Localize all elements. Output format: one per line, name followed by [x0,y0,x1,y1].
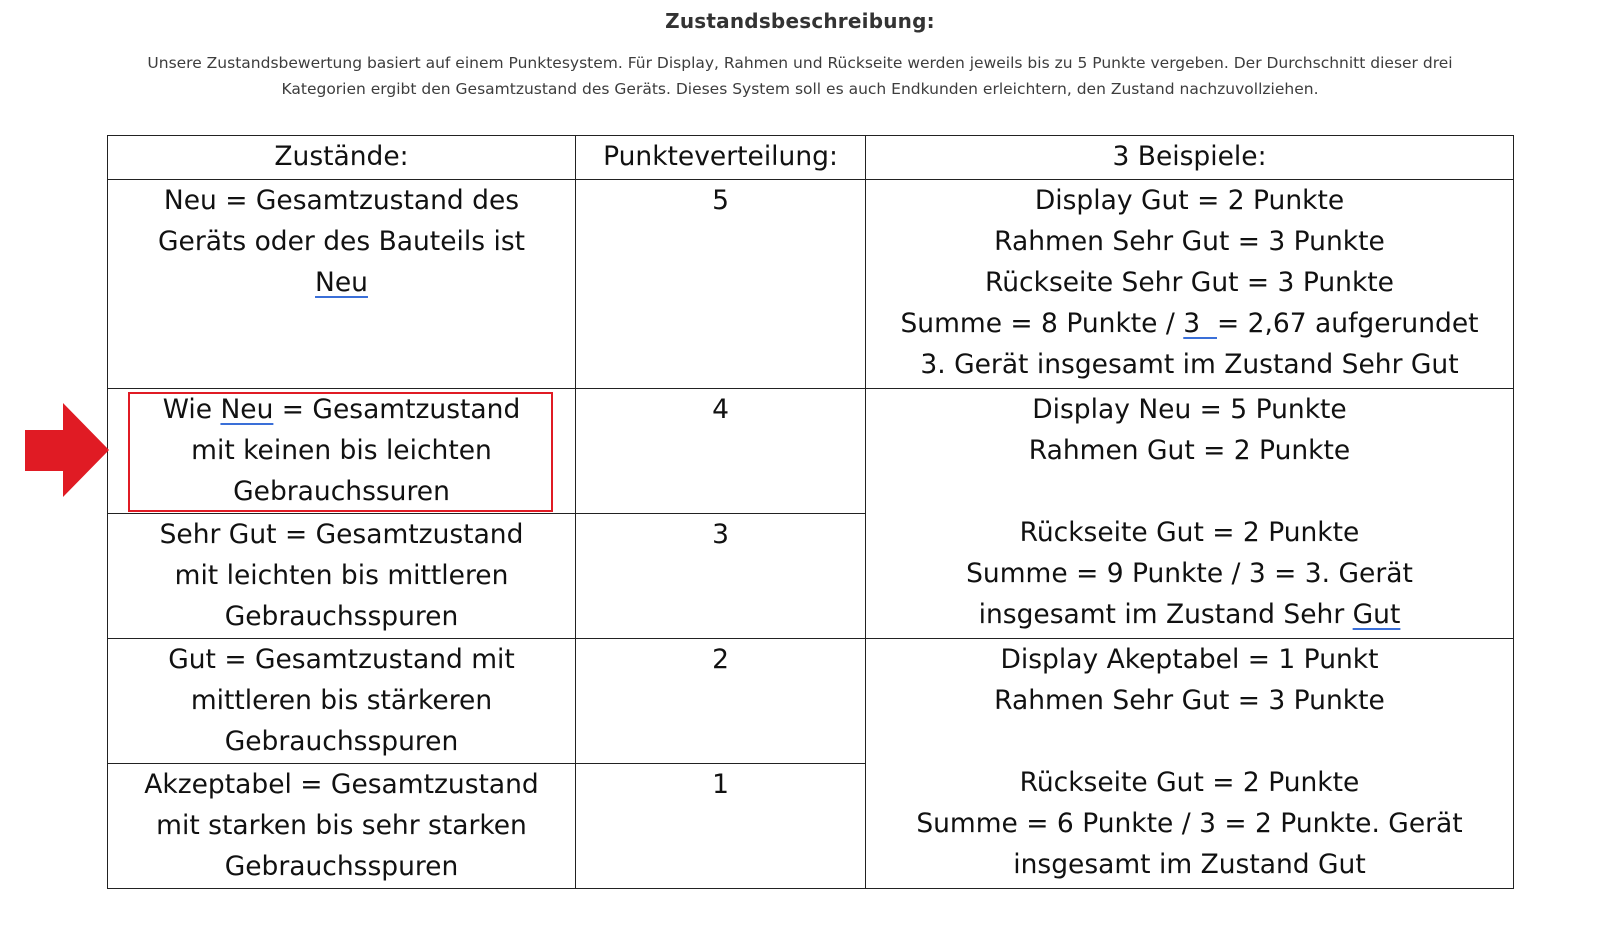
example-line: Summe = 6 Punkte / 3 = 2 Punkte. Gerät [916,808,1463,839]
punkte-value: 5 [712,185,729,216]
condition-table [107,135,1514,889]
example-line [870,594,1509,635]
punkte-value: 4 [712,394,729,425]
table-header-row [108,136,1514,180]
section-heading: Zustandsbeschreibung: [665,9,935,33]
example-line: Rahmen Sehr Gut = 3 Punkte [994,685,1385,716]
arrow-right-icon-svg [25,403,109,497]
header-punkteverteilung: Punkteverteilung: [576,136,866,180]
example-line: insgesamt im Zustand Gut [1013,849,1366,880]
cell-punkte [576,764,866,889]
example-text: = 2,67 aufgerundet [1216,308,1479,339]
zustand-text: mit starken bis sehr starken [156,810,527,841]
example-line: Rückseite Gut = 2 Punkte [1019,517,1360,548]
example-line [870,303,1509,344]
punkte-value: 3 [712,519,729,550]
example-text: insgesamt im Zustand Sehr [978,599,1353,630]
cell-punkte [576,514,866,639]
zustand-text: Gebrauchsspuren [224,601,459,632]
cell-zustand-neu [108,180,576,389]
example-line: Rückseite Gut = 2 Punkte [1019,767,1360,798]
cell-punkte [576,639,866,764]
zustand-text: Sehr Gut = Gesamtzustand [159,519,524,550]
arrow-right-icon [25,403,109,501]
example-spacer [870,471,1509,512]
header-beispiele: 3 Beispiele: [866,136,1514,180]
zustand-text: mit leichten bis mittleren [174,560,509,591]
example-line: Rahmen Sehr Gut = 3 Punkte [994,226,1385,257]
example-line: Rückseite Sehr Gut = 3 Punkte [985,267,1394,298]
example-line: Rahmen Gut = 2 Punkte [1028,435,1351,466]
cell-zustand-sehr-gut [108,514,576,639]
table-row [108,180,1514,389]
zustand-text: Neu = Gesamtzustand des [163,185,520,216]
zustand-text: Gebrauchssuren [233,476,450,507]
example-line: 3. Gerät insgesamt im Zustand Sehr Gut [920,349,1459,380]
zustand-text-underlined: Neu [220,394,274,425]
example-text-underlined: Gut [1352,599,1401,630]
cell-zustand-wie-neu [108,389,576,514]
condition-table-wrapper [107,135,1514,889]
punkte-value: 1 [712,769,729,800]
cell-example-1 [866,180,1514,389]
example-line: Display Neu = 5 Punkte [1032,394,1347,425]
cell-zustand-akzeptabel [108,764,576,889]
zustand-text [112,389,571,430]
intro-paragraph [90,50,1510,102]
zustand-text: mit keinen bis leichten [191,435,492,466]
zustand-text-part: Wie [162,394,221,425]
cell-punkte [576,180,866,389]
zustand-text: Geräts oder des Bauteils ist [157,226,526,257]
example-line: Summe = 9 Punkte / 3 = 3. Gerät [966,558,1413,589]
intro-line-1: Unsere Zustandsbewertung basiert auf einem Punktesystem. Für Display, Rahmen und Rückseite werden jeweils bis zu 5 Punkte vergeben. Der Durchschnitt dieser drei [147,54,1453,72]
cell-example-3 [866,639,1514,889]
table-row [108,389,1514,514]
cell-example-2 [866,389,1514,639]
header-zustaende: Zustände: [108,136,576,180]
intro-line-2: Kategorien ergibt den Gesamtzustand des Geräts. Dieses System soll es auch Endkunden erleichtern, den Zustand nachzuvollziehen. [281,80,1319,98]
cell-zustand-gut [108,639,576,764]
zustand-text: Gebrauchsspuren [224,851,459,882]
example-line: Display Akeptabel = 1 Punkt [1000,644,1379,675]
example-text-underlined: 3 [1183,308,1217,339]
zustand-text: Gut = Gesamtzustand mit [168,644,515,675]
zustand-text: Gebrauchsspuren [224,726,459,757]
zustand-text: Akzeptabel = Gesamtzustand [144,769,539,800]
zustand-text-part: = Gesamtzustand [273,394,521,425]
punkte-value: 2 [712,644,729,675]
cell-punkte [576,389,866,514]
example-line: Display Gut = 2 Punkte [1034,185,1345,216]
zustand-text: Neu [315,267,368,298]
table-row [108,639,1514,764]
example-spacer [870,721,1509,762]
zustand-text: mittleren bis stärkeren [190,685,493,716]
example-text: Summe = 8 Punkte / [900,308,1184,339]
